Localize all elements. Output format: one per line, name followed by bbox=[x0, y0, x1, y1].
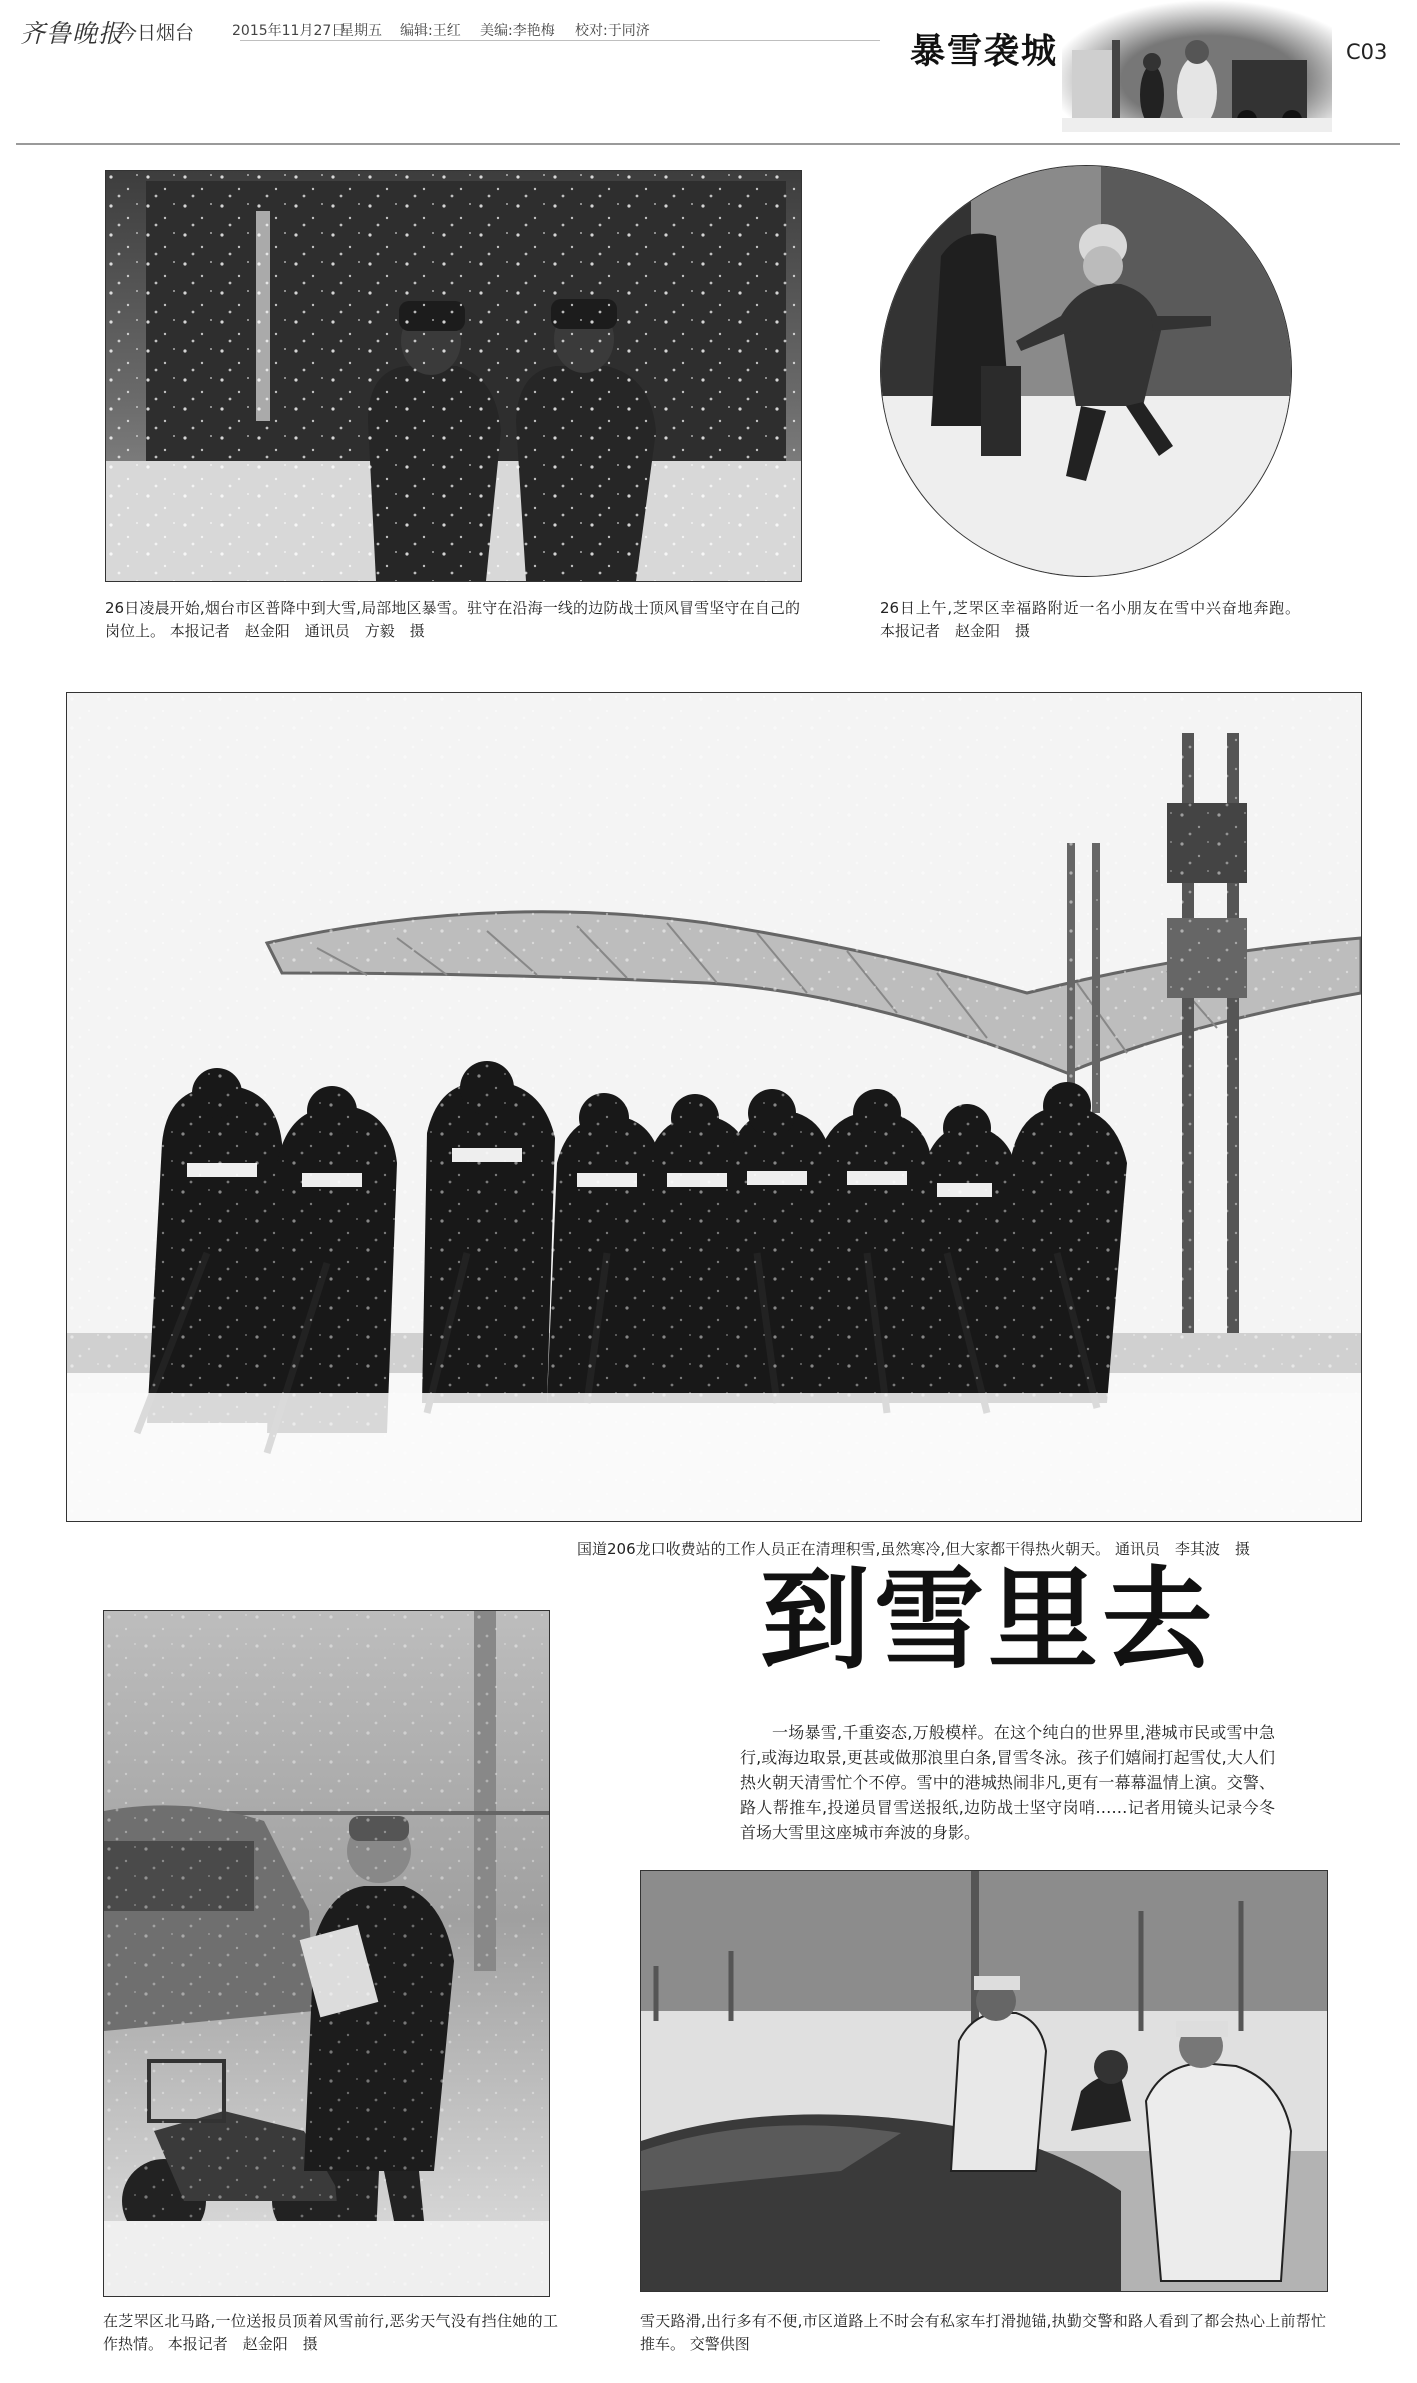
caption-text: 雪天路滑,出行多有不便,市区道路上不时会有私家车打滑抛锚,执勤交警和路人看到了都会热心上前帮忙推车。 bbox=[640, 2312, 1326, 2353]
caption-newspaper-courier bbox=[103, 2310, 558, 2356]
editor-credit: 编辑:王红 bbox=[400, 23, 461, 39]
photo-credit: 通讯员 李其波 摄 bbox=[1114, 1540, 1250, 1558]
header-top-rule bbox=[240, 40, 880, 41]
photo-newspaper-courier bbox=[103, 1610, 550, 2297]
photo-credit: 本报记者 赵金阳 摄 bbox=[167, 2335, 318, 2353]
issue-weekday: 星期五 bbox=[340, 23, 382, 39]
caption-text: 26日凌晨开始,烟台市区普降中到大雪,局部地区暴雪。驻守在沿海一线的边防战士顶风冒雪坚守在自己的岗位上。 bbox=[105, 599, 800, 640]
caption-police-push-car bbox=[640, 2310, 1326, 2356]
photo-credit: 交警供图 bbox=[689, 2335, 750, 2353]
designer-credit: 美编:李艳梅 bbox=[480, 23, 555, 39]
photo-toll-station-crew bbox=[66, 692, 1362, 1522]
caption-border-soldiers bbox=[105, 597, 800, 643]
caption-text: 26日上午,芝罘区幸福路附近一名小朋友在雪中兴奋地奔跑。 bbox=[880, 599, 1300, 617]
article-lead: 一场暴雪,千重姿态,万般模样。在这个纯白的世界里,港城市民或雪中急行,或海边取景,更甚或做那浪里白条,冒雪冬泳。孩子们嬉闹打起雪仗,大人们热火朝天清雪忙个不停。雪中的港城热闹非凡,更有一幕幕温情上演。交警、路人帮推车,投递员冒雪送报纸,边防战士坚守岗哨……记者用镜头记录今冬首场大雪里这座城市奔波的身影。 bbox=[740, 1723, 1275, 1842]
article-headline: 到雪里去 bbox=[760, 1556, 1216, 1684]
page-title: 暴雪袭城 bbox=[910, 32, 1059, 72]
photo-border-soldiers bbox=[105, 170, 802, 582]
photo-credit: 本报记者 赵金阳 摄 bbox=[880, 622, 1031, 640]
photo-police-push-car bbox=[640, 1870, 1328, 2292]
photo-child-running bbox=[880, 165, 1292, 577]
page-number: C03 bbox=[1346, 40, 1388, 64]
header-rule bbox=[16, 143, 1400, 145]
issue-date: 2015年11月27日 bbox=[232, 23, 346, 39]
caption-text: 在芝罘区北马路,一位送报员顶着风雪前行,恶劣天气没有挡住她的工作热情。 bbox=[103, 2312, 558, 2353]
photo-credit: 本报记者 赵金阳 通讯员 方毅 摄 bbox=[169, 622, 425, 640]
proofreader-credit: 校对:于同济 bbox=[575, 23, 650, 39]
section-name: 今日烟台 bbox=[118, 22, 195, 44]
masthead-logo: 齐鲁晚报 bbox=[20, 19, 125, 48]
caption-text: 国道206龙口收费站的工作人员正在清理积雪,虽然寒冷,但大家都干得热火朝天。 bbox=[577, 1540, 1111, 1558]
caption-child-running bbox=[880, 597, 1300, 643]
header-thumbnail-photo bbox=[1062, 0, 1332, 132]
